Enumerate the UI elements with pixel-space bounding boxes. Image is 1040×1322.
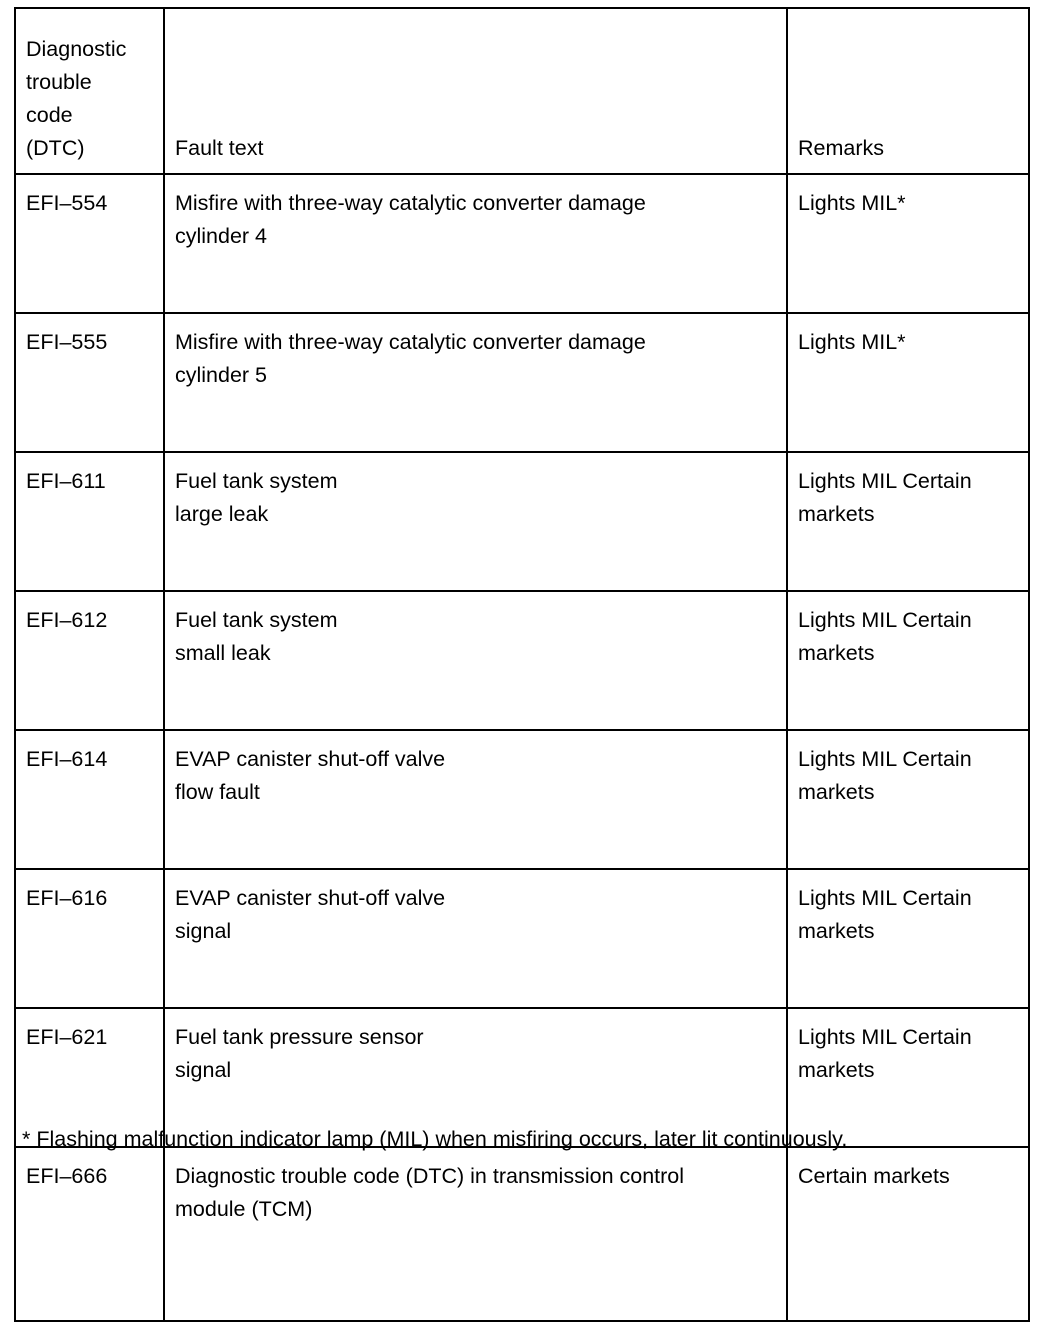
remarks-cell <box>787 174 1029 313</box>
dtc-code-cell: EFI–555 <box>15 313 164 452</box>
remarks-cell <box>787 730 1029 869</box>
fault-text-line: flow fault <box>175 780 260 804</box>
remarks-line: markets <box>798 641 875 665</box>
fault-text-line: signal <box>175 919 232 943</box>
fault-text-line: signal <box>175 1058 232 1082</box>
header-fault-text: Fault text <box>164 8 787 174</box>
fault-text-line: cylinder 4 <box>175 224 268 248</box>
remarks-cell <box>787 591 1029 730</box>
fault-text-cell <box>164 452 787 591</box>
remarks-cell <box>787 452 1029 591</box>
fault-text-line: Fuel tank system <box>175 608 338 632</box>
header-code <box>15 8 164 174</box>
fault-text-line: EVAP canister shut-off valve <box>175 747 446 771</box>
fault-text-cell <box>164 174 787 313</box>
remarks-line: markets <box>798 919 875 943</box>
fault-text-line: large leak <box>175 502 269 526</box>
remarks-cell <box>787 1147 1029 1321</box>
remarks-line: markets <box>798 780 875 804</box>
header-code-line: Diagnostic <box>26 37 127 61</box>
remarks-line: Lights MIL Certain <box>798 1025 972 1049</box>
table-row <box>15 174 1029 313</box>
fault-text-line: module (TCM) <box>175 1197 313 1221</box>
remarks-line: Lights MIL Certain <box>798 608 972 632</box>
remarks-line: Certain markets <box>798 1164 950 1188</box>
fault-text-line: Fuel tank system <box>175 469 338 493</box>
fault-text-cell <box>164 313 787 452</box>
fault-text-line: Fuel tank pressure sensor <box>175 1025 424 1049</box>
fault-text-line: cylinder 5 <box>175 363 268 387</box>
dtc-code-cell: EFI–611 <box>15 452 164 591</box>
header-code-line: (DTC) <box>26 136 85 160</box>
fault-text-line: Misfire with three-way catalytic converter damage <box>175 191 646 215</box>
remarks-line: markets <box>798 1058 875 1082</box>
fault-text-cell <box>164 1147 787 1321</box>
footnote: * Flashing malfunction indicator lamp (MIL) when misfiring occurs, later lit continuously. <box>22 1127 848 1151</box>
fault-text-line: Diagnostic trouble code (DTC) in transmission control <box>175 1164 685 1188</box>
table-row <box>15 730 1029 869</box>
dtc-code-cell: EFI–612 <box>15 591 164 730</box>
fault-text-cell <box>164 730 787 869</box>
remarks-cell <box>787 313 1029 452</box>
fault-text-line: small leak <box>175 641 271 665</box>
fault-text-line: EVAP canister shut-off valve <box>175 886 446 910</box>
table-row <box>15 869 1029 1008</box>
fault-text-cell <box>164 869 787 1008</box>
fault-text-cell <box>164 591 787 730</box>
table-row <box>15 452 1029 591</box>
header-remarks: Remarks <box>787 8 1029 174</box>
table-row <box>15 1147 1029 1321</box>
remarks-line: Lights MIL Certain <box>798 886 972 910</box>
fault-text-line: Misfire with three-way catalytic converter damage <box>175 330 646 354</box>
dtc-code-cell: EFI–666 <box>15 1147 164 1321</box>
dtc-code-cell: EFI–554 <box>15 174 164 313</box>
dtc-code-cell: EFI–621 <box>15 1008 164 1147</box>
header-code-line: code <box>26 103 73 127</box>
remarks-cell <box>787 869 1029 1008</box>
table-row <box>15 313 1029 452</box>
header-row <box>15 8 1029 174</box>
remarks-line: Lights MIL Certain <box>798 747 972 771</box>
table-header <box>15 8 1029 174</box>
remarks-line: markets <box>798 502 875 526</box>
dtc-code-cell: EFI–614 <box>15 730 164 869</box>
header-code-line: trouble <box>26 70 92 94</box>
dtc-code-cell: EFI–616 <box>15 869 164 1008</box>
remarks-line: Lights MIL Certain <box>798 469 972 493</box>
remarks-line: Lights MIL* <box>798 330 906 354</box>
table-row <box>15 591 1029 730</box>
remarks-line: Lights MIL* <box>798 191 906 215</box>
